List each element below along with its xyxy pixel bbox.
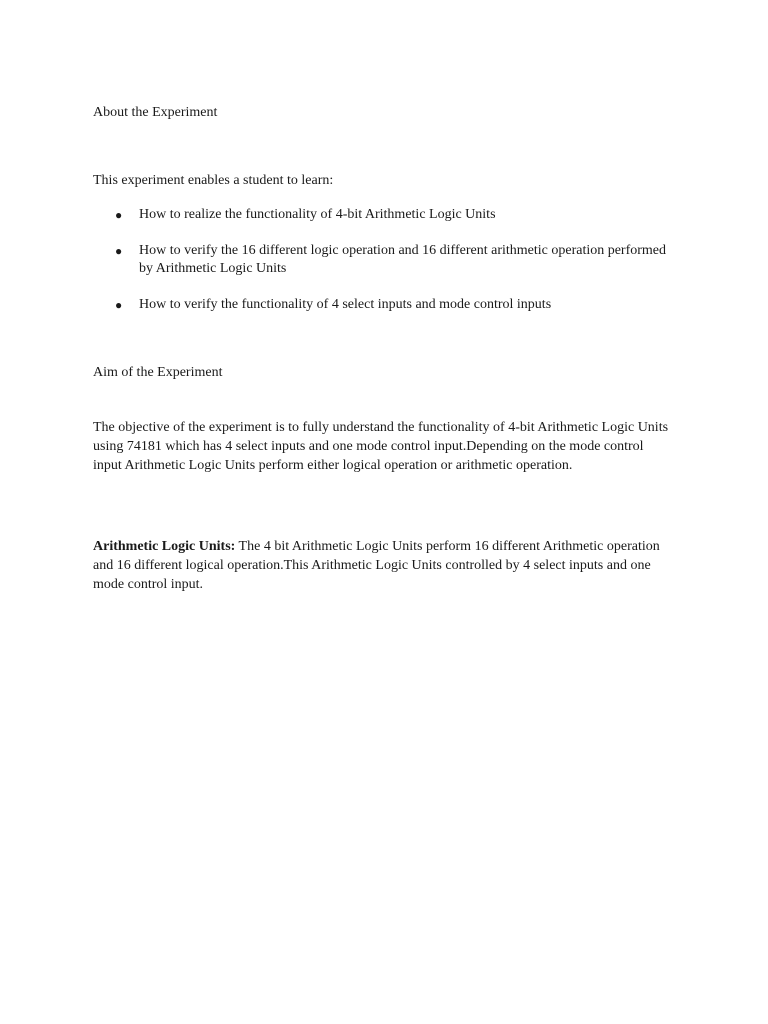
aim-heading: Aim of the Experiment	[93, 365, 223, 380]
alu-paragraph	[93, 537, 673, 594]
list-item	[115, 242, 675, 278]
bullet-icon: ●	[115, 298, 123, 312]
alu-lead-term: Arithmetic Logic Units:	[93, 539, 236, 554]
about-heading: About the Experiment	[93, 105, 218, 120]
list-item-text: How to realize the functionality of 4-bit Arithmetic Logic Units	[139, 207, 496, 222]
bullet-icon: ●	[115, 244, 123, 258]
alu-definition: The 4 bit Arithmetic Logic Units perform 16 different Arithmetic operation and 16 different logical operation.This Arithmetic Logic Units controlled by 4 select inputs and one mode control input.	[93, 539, 660, 592]
list-item	[115, 296, 675, 314]
bullet-icon: ●	[115, 208, 123, 222]
list-item-text: How to verify the 16 different logic operation and 16 different arithmetic operation performed by Arithmetic Logic Units	[139, 243, 667, 276]
list-item	[115, 206, 675, 224]
objective-paragraph: The objective of the experiment is to fully understand the functionality of 4-bit Arithmetic Logic Units using 74181 which has 4 select inputs and one mode control input.Depending on the mode control input Arithmetic Logic Units perform either logical operation or arithmetic operation.	[93, 420, 669, 473]
list-item-text: How to verify the functionality of 4 select inputs and mode control inputs	[139, 297, 552, 312]
intro-paragraph: This experiment enables a student to learn:	[93, 173, 334, 188]
